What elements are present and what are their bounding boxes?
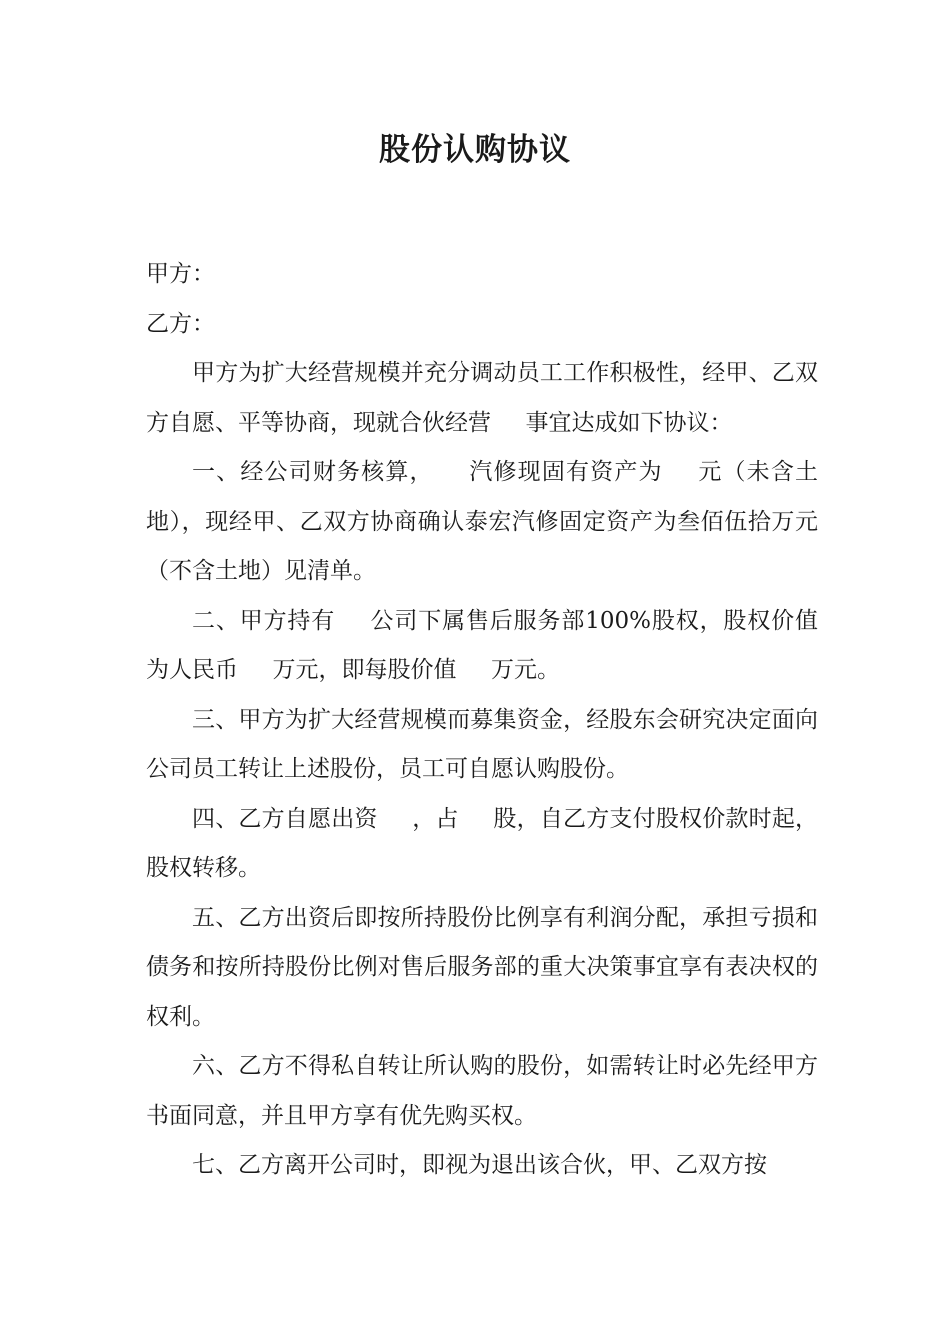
clause-4 <box>146 795 818 894</box>
clause-1-text-2: 汽修现固有资产为 <box>468 459 663 485</box>
document-body <box>146 250 818 1191</box>
party-b-line: 乙方： <box>146 310 215 337</box>
clause-7: 七、乙方离开公司时，即视为退出该合伙，甲、乙双方按 <box>192 1152 767 1178</box>
document-title: 股份认购协议 <box>379 132 571 168</box>
clause-4-text-1: 四、乙方自愿出资 <box>192 805 378 832</box>
clause-2-text-4: 万元。 <box>491 657 560 683</box>
clause-1-text-1: 一、经公司财务核算， <box>192 459 434 485</box>
clause-4-text-3: 股，自乙方支付股权价款时起，股权转移。 <box>146 805 819 881</box>
clause-2-text-3: 万元，即每股价值 <box>272 657 457 683</box>
clause-5: 五、乙方出资后即按所持股份比例享有利润分配，承担亏损和债务和按所持股份比例对售后服务部的重大决策事宜享有表决权的权利。 <box>146 904 818 1030</box>
intro-text-2: 事宜达成如下协议： <box>525 409 733 436</box>
clause-1-text-3: 元（未含土地），现经甲、乙双方协商确认泰宏汽修固定资产为叁佰伍拾万元（不含土地）见清单。 <box>146 459 819 584</box>
clause-3: 三、甲方为扩大经营规模而募集资金，经股东会研究决定面向公司员工转让上述股份，员工可自愿认购股份。 <box>146 706 818 782</box>
clause-4-text-2: ，占 <box>412 805 459 832</box>
clause-1 <box>146 448 818 597</box>
clause-2-text-2: 公司下属售后服务部100%股权，股权价值为人民币 <box>146 607 818 683</box>
clause-6: 六、乙方不得私自转让所认购的股份，如需转让时必先经甲方书面同意，并且甲方享有优先购买权。 <box>146 1053 818 1129</box>
intro-text-1: 甲方为扩大经营规模并充分调动员工工作积极性，经甲、乙双方自愿、平等协商，现就合伙经营 <box>146 360 818 436</box>
intro-paragraph <box>146 349 818 448</box>
clause-2 <box>146 597 818 696</box>
clause-2-text-1: 二、甲方持有 <box>192 607 336 634</box>
party-a-line: 甲方： <box>146 261 215 287</box>
